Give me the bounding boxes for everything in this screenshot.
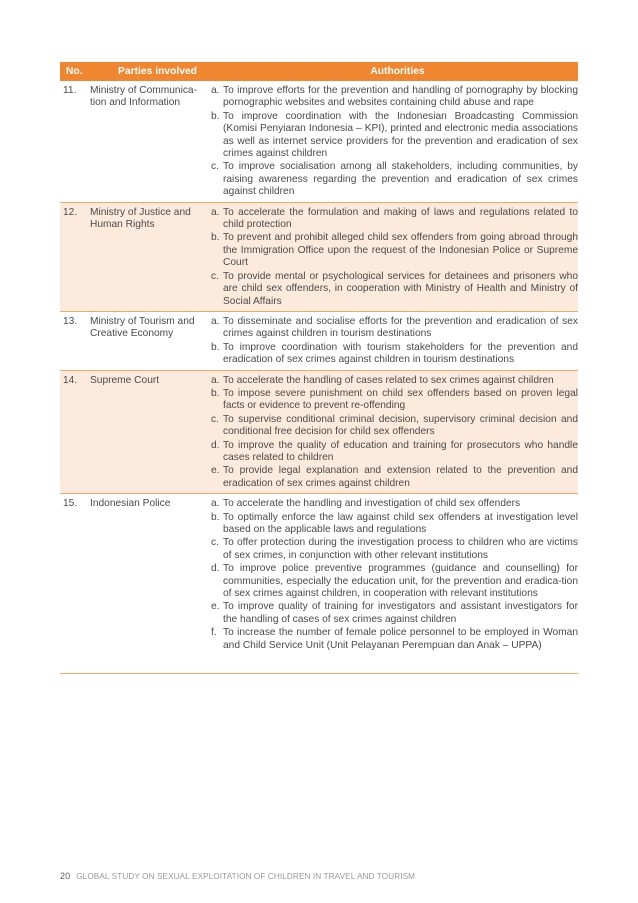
row-party: Indonesian Police: [90, 498, 171, 510]
header-authorities: Authorities: [370, 66, 425, 77]
row-number: 14.: [63, 374, 78, 386]
row-party: Supreme Court: [90, 374, 160, 386]
item-letter: c.: [211, 413, 219, 425]
page-footer: [60, 871, 415, 881]
list-item: [211, 375, 578, 387]
item-letter: d.: [211, 563, 220, 575]
item-text: To provide mental or psychological services for detainees and prisoners who are child sex offenders, in cooperation with Ministry of Health and Ministry of Social Affairs: [223, 270, 578, 307]
item-letter: a.: [211, 85, 220, 96]
table-row: [60, 203, 578, 312]
item-text: To supervise conditional criminal decision, supervisory criminal decision and conditional free decision for child sex offenders: [223, 413, 578, 438]
item-letter: c.: [211, 537, 219, 549]
list-item: [211, 388, 578, 413]
item-text: To provide legal explanation and extension related to the prevention and eradication of sex crimes against children: [223, 465, 578, 489]
row-number: 12.: [63, 206, 78, 218]
header-parties-involved: Parties involved: [118, 66, 197, 77]
item-text: To improve efforts for the prevention and handling of pornography by blocking pornographic websites and websites containing child abuse and rape: [223, 85, 578, 109]
item-letter: c.: [211, 270, 219, 282]
row-party: Ministry of Communica-tion and Information: [90, 85, 197, 109]
list-item: [211, 512, 578, 537]
item-letter: a.: [211, 315, 220, 327]
item-letter: b.: [211, 110, 220, 122]
table-row: [60, 312, 578, 371]
item-text: To prevent and prohibit alleged child sex offenders from going abroad through the Immigration Office upon the request of the Indonesian Police or Supreme Court: [223, 232, 578, 269]
list-item: [211, 316, 578, 341]
row-authorities: [211, 207, 578, 309]
list-item: [211, 232, 578, 269]
item-letter: e.: [211, 601, 220, 613]
item-letter: b.: [211, 341, 220, 353]
item-letter: d.: [211, 439, 220, 451]
list-item: [211, 601, 578, 626]
authorities-table: [60, 62, 578, 674]
row-number: 13.: [63, 315, 78, 327]
item-text: To disseminate and socialise efforts for the prevention and eradication of sex crimes against children in tourism destinations: [223, 315, 578, 340]
list-item: [211, 111, 578, 161]
row-party: Ministry of Tourism and Creative Economy: [90, 315, 195, 340]
list-item: [211, 207, 578, 232]
list-item: [211, 537, 578, 562]
item-text: To impose severe punishment on child sex offenders based on proven legal facts or evidence to prevent re-offending: [223, 387, 578, 412]
item-text: To improve coordination with the Indonesian Broadcasting Commission (Komisi Penyiaran Indonesia – KPI), printed and electronic media associations as well as internet service providers for the prevention and eradication of sex crimes against children: [223, 110, 578, 160]
item-letter: a.: [211, 206, 220, 218]
list-item: [211, 627, 578, 652]
item-letter: b.: [211, 511, 220, 523]
item-letter: e.: [211, 465, 220, 477]
row-authorities: [211, 85, 578, 200]
item-letter: a.: [211, 374, 220, 386]
list-item: [211, 342, 578, 367]
item-text: To accelerate the handling and investigation of child sex offenders: [223, 498, 521, 510]
list-item: [211, 271, 578, 308]
row-authorities: [211, 316, 578, 368]
list-item: [211, 161, 578, 198]
item-text: To improve socialisation among all stakeholders, including communities, by raising awareness regarding the prevention and eradication of sex crimes against children: [223, 161, 578, 198]
item-letter: f.: [211, 627, 217, 639]
table-row: [60, 494, 578, 674]
list-item: [211, 563, 578, 600]
item-text: To improve quality of training for investigators and assistant investigators for the handling of cases of sex crimes against children: [223, 601, 578, 625]
table-row: [60, 371, 578, 495]
item-text: To offer protection during the investigation process to children who are victims of sex crimes, in conjunction with other relevant institutions: [223, 537, 578, 561]
item-letter: a.: [211, 498, 220, 510]
item-text: To accelerate the handling of cases related to sex crimes against children: [223, 374, 554, 386]
table-header: [60, 62, 578, 81]
item-text: To increase the number of female police personnel to be employed in Woman and Child Service Unit (Unit Pelayanan Perempuan dan Anak – UPPA): [223, 627, 578, 651]
page-number: 20: [60, 871, 71, 881]
item-text: To accelerate the formulation and making of laws and regulations related to child protection: [223, 206, 578, 231]
item-letter: b.: [211, 387, 220, 399]
list-item: [211, 85, 578, 110]
item-text: To improve coordination with tourism stakeholders for the prevention and eradication of sex crimes against children in tourism destinations: [223, 341, 578, 366]
row-authorities: [211, 375, 578, 492]
row-number: 15.: [63, 498, 78, 510]
item-text: To improve the quality of education and training for prosecutors who handle cases related to children: [223, 439, 578, 463]
header-no: No.: [66, 66, 83, 77]
list-item: [211, 414, 578, 439]
list-item: [211, 498, 578, 510]
table-row: [60, 81, 578, 203]
list-item: [211, 440, 578, 465]
row-number: 11.: [63, 85, 77, 96]
publication-title: GLOBAL STUDY ON SEXUAL EXPLOITATION OF CHILDREN IN TRAVEL AND TOURISM: [76, 872, 416, 881]
list-item: [211, 465, 578, 490]
item-text: To improve police preventive programmes (guidance and counselling) for communities, especially the education unit, for the prevention and eradica-tion of sex crimes against children, in cooperation with relevant institutions: [223, 563, 578, 600]
item-letter: c.: [211, 161, 219, 173]
row-authorities: [211, 498, 578, 653]
item-letter: b.: [211, 232, 220, 244]
item-text: To optimally enforce the law against child sex offenders at investigation level based on the applicable laws and regulations: [223, 511, 578, 535]
row-party: Ministry of Justice and Human Rights: [90, 206, 191, 231]
